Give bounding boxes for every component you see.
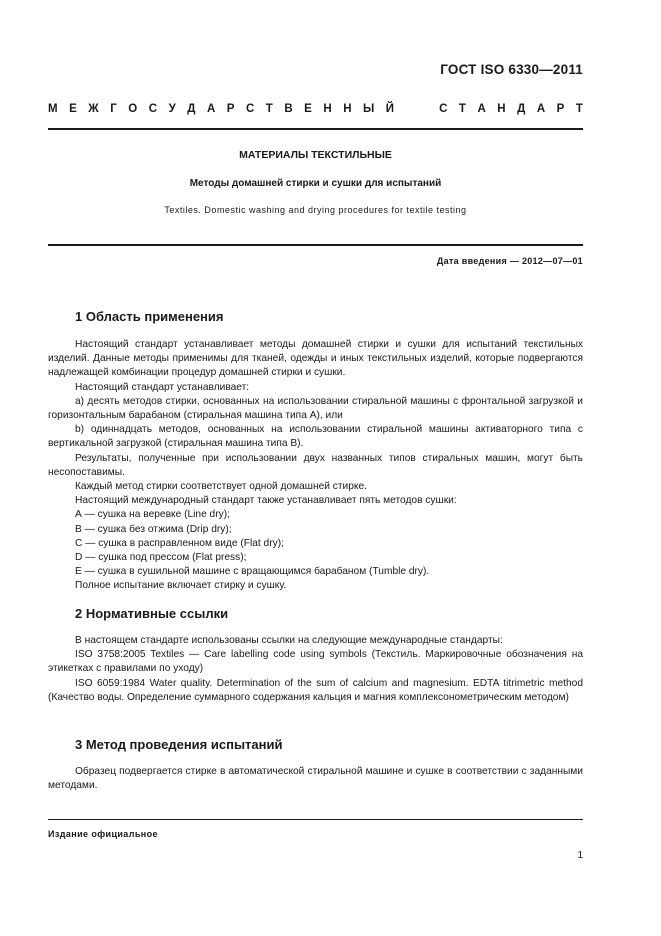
section-3-body bbox=[48, 765, 583, 793]
document-code: ГОСТ ISO 6330—2011 bbox=[440, 62, 583, 77]
section-1-heading: 1 Область применения bbox=[75, 309, 224, 324]
banner-letter: Ы bbox=[363, 103, 375, 115]
banner-letter: Д bbox=[187, 103, 196, 115]
paragraph: Результаты, полученные при использовании двух названных типов стиральных машин, могут быть несопоставимы. bbox=[48, 452, 583, 478]
banner-letter: В bbox=[284, 103, 293, 115]
header-rule bbox=[48, 128, 583, 130]
paragraph: Настоящий стандарт устанавливает методы домашней стирки и сушки для испытаний текстильных изделий. Данные методы применимы для тканей, одежды и иных текстильных изделий, которые подвергаются надлежащей комбинации процедур домашней стирки и сушки. bbox=[48, 339, 583, 379]
paragraph: Каждый метод стирки соответствует одной домашней стирке. bbox=[75, 481, 367, 493]
reference-item: ISO 6059:1984 Water quality. Determination of the sum of calcium and magnesium. EDTA titrimetric method (Качество воды. Определение суммарного содержания кальция и магния комплексонометрическим методом) bbox=[48, 677, 583, 703]
banner-letter: Д bbox=[517, 103, 526, 115]
paragraph: b) одиннадцать методов, основанных на использовании стиральной машины активаторного типа с вертикальной загрузкой (стиральная машина типа В). bbox=[48, 424, 583, 450]
page-number: 1 bbox=[577, 850, 583, 861]
banner-letter: А bbox=[477, 103, 486, 115]
paragraph: Полное испытание включает стирку и сушку. bbox=[75, 580, 287, 592]
banner-letter: Н bbox=[343, 103, 352, 115]
list-item: С — сушка в расправленном виде (Flat dry); bbox=[75, 537, 284, 549]
interstate-standard-banner bbox=[48, 103, 583, 115]
section-1-body bbox=[48, 338, 583, 594]
footer-rule bbox=[48, 819, 583, 820]
standard-subtitle: Методы домашней стирки и сушки для испытаний bbox=[189, 178, 442, 189]
introduction-date: Дата введения — 2012—07—01 bbox=[436, 256, 583, 266]
banner-letter: С bbox=[148, 103, 158, 115]
banner-letter: С bbox=[439, 103, 448, 115]
banner-letter: Ж bbox=[88, 103, 99, 115]
list-item: Е — сушка в сушильной машине с вращающимся барабаном (Tumble dry). bbox=[75, 566, 430, 578]
banner-word-gap bbox=[406, 103, 428, 115]
banner-letter: А bbox=[536, 103, 546, 115]
banner-letter: М bbox=[48, 103, 58, 115]
list-item: D — сушка под прессом (Flat press); bbox=[75, 552, 247, 564]
banner-letter: Р bbox=[556, 103, 565, 115]
english-title: Textiles. Domestic washing and drying procedures for textile testing bbox=[164, 205, 467, 215]
paragraph: В настоящем стандарте использованы ссылки на следующие международные стандарты: bbox=[75, 635, 503, 646]
paragraph: а) десять методов стирки, основанных на использовании стиральной машины с фронтальной загрузкой и горизонтальным барабаном (стиральная машина типа А), или bbox=[48, 395, 583, 422]
section-2-body bbox=[48, 634, 583, 705]
list-item: А — сушка на веревке (Line dry); bbox=[75, 509, 230, 521]
banner-letter: Г bbox=[110, 103, 117, 115]
reference-item: ISO 3758:2005 Textiles — Care labelling code using symbols (Текстиль. Маркировочные обозначения на этикетках с правилами по уходу) bbox=[48, 649, 583, 675]
banner-letter: Е bbox=[304, 103, 312, 115]
list-item: В — сушка без отжима (Drip dry); bbox=[75, 523, 232, 535]
banner-letter: Е bbox=[69, 103, 77, 115]
official-edition-note: Издание официальное bbox=[48, 829, 158, 839]
section-3-heading: 3 Метод проведения испытаний bbox=[75, 737, 283, 752]
paragraph: Образец подвергается стирке в автоматической стиральной машине и сушке в соответствии с заданными методами. bbox=[48, 766, 583, 792]
banner-letter: Т bbox=[265, 103, 273, 115]
banner-letter: А bbox=[206, 103, 216, 115]
banner-letter: Н bbox=[497, 103, 506, 115]
section-2-heading: 2 Нормативные ссылки bbox=[75, 606, 229, 621]
paragraph: Настоящий международный стандарт также устанавливает пять методов сушки: bbox=[75, 495, 457, 507]
standard-title: МАТЕРИАЛЫ ТЕКСТИЛЬНЫЕ bbox=[239, 149, 392, 161]
banner-letter: Т bbox=[575, 103, 583, 115]
banner-letter: Н bbox=[323, 103, 332, 115]
banner-letter: О bbox=[128, 103, 138, 115]
banner-letter: Р bbox=[226, 103, 235, 115]
banner-letter: У bbox=[168, 103, 176, 115]
title-rule bbox=[48, 244, 583, 246]
banner-letter: Й bbox=[385, 103, 395, 115]
banner-letter: Т bbox=[458, 103, 466, 115]
paragraph: Настоящий стандарт устанавливает: bbox=[75, 381, 250, 393]
banner-letter: С bbox=[245, 103, 255, 115]
